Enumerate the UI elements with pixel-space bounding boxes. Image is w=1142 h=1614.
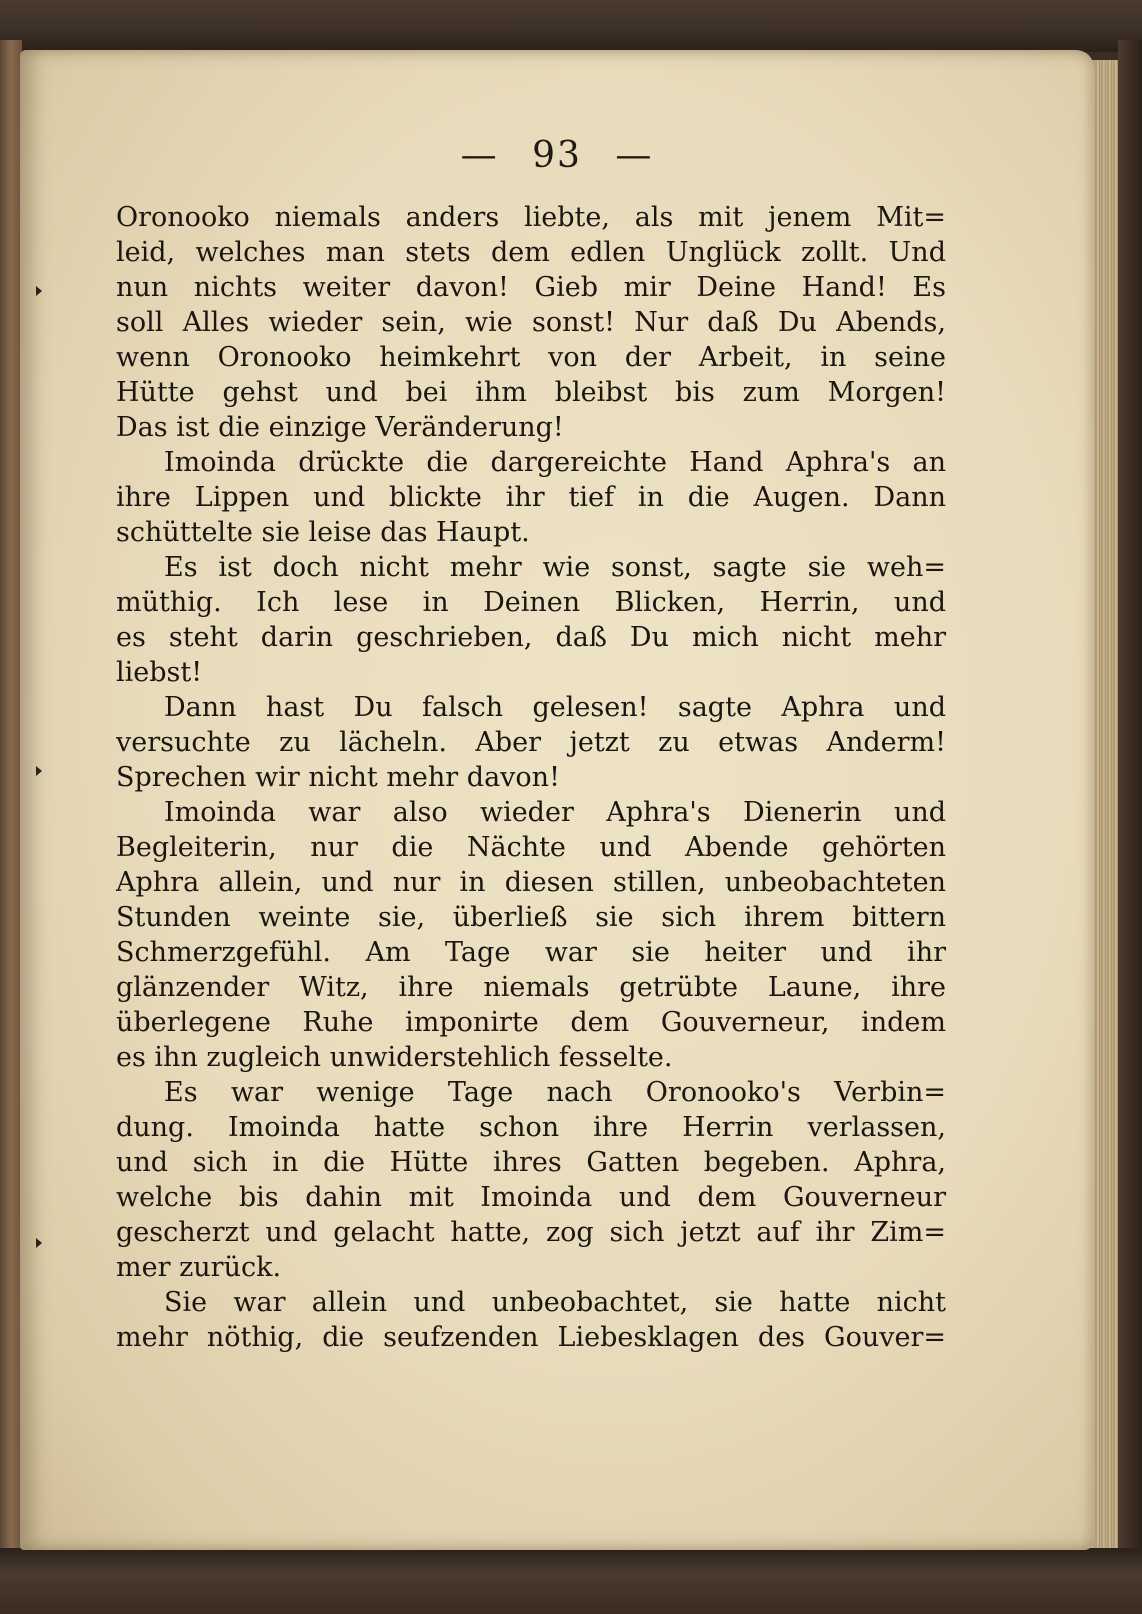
text-line: Stunden weinte sie, überließ sie sich ihrem bittern xyxy=(116,902,946,933)
text-line: es steht darin geschrieben, daß Du mich nicht mehr xyxy=(116,622,946,653)
text-line: liebst! xyxy=(116,657,203,688)
text-line: es ihn zugleich unwiderstehlich fesselte. xyxy=(116,1042,673,1073)
text-line: versuchte zu lächeln. Aber jetzt zu etwas Anderm! xyxy=(116,727,946,758)
text-line: müthig. Ich lese in Deinen Blicken, Herrin, und xyxy=(116,587,946,618)
text-line: schüttelte sie leise das Haupt. xyxy=(116,517,530,548)
text-line: Imoinda war also wieder Aphra's Dienerin und xyxy=(164,797,946,828)
book-edge-bottom xyxy=(0,1548,1142,1614)
text-line: Sprechen wir nicht mehr davon! xyxy=(116,762,560,793)
text-line: glänzender Witz, ihre niemals getrübte Laune, ihre xyxy=(116,972,946,1003)
text-line: mer zurück. xyxy=(116,1252,282,1283)
text-line: Schmerzgefühl. Am Tage war sie heiter und ihr xyxy=(116,937,946,968)
text-line: Aphra allein, und nur in diesen stillen, unbeobachteten xyxy=(116,867,946,898)
text-line: nun nichts weiter davon! Gieb mir Deine Hand! Es xyxy=(116,272,946,303)
text-line: Begleiterin, nur die Nächte und Abende gehörten xyxy=(116,832,946,863)
margin-mark xyxy=(36,286,42,296)
text-line: welche bis dahin mit Imoinda und dem Gouverneur xyxy=(116,1182,946,1213)
text-line: Hütte gehst und bei ihm bleibst bis zum Morgen! xyxy=(116,377,946,408)
page-header xyxy=(20,135,1094,176)
header-dash-left: — xyxy=(460,135,499,176)
header-dash-right: — xyxy=(615,135,654,176)
text-line: überlegene Ruhe imponirte dem Gouverneur, indem xyxy=(116,1007,946,1038)
text-line: Imoinda drückte die dargereichte Hand Aphra's an xyxy=(164,447,946,478)
margin-mark xyxy=(36,766,42,776)
margin-mark xyxy=(36,1238,42,1248)
text-line: mehr nöthig, die seufzenden Liebesklagen des Gouver= xyxy=(116,1322,946,1353)
text-line: Oronooko niemals anders liebte, als mit jenem Mit= xyxy=(116,202,946,233)
text-line: soll Alles wieder sein, wie sonst! Nur daß Du Abends, xyxy=(116,307,946,338)
page-number: 93 xyxy=(532,135,582,176)
book-spine xyxy=(0,40,22,1550)
text-line: und sich in die Hütte ihres Gatten begeben. Aphra, xyxy=(116,1147,946,1178)
text-line: Sie war allein und unbeobachtet, sie hatte nicht xyxy=(164,1287,946,1318)
book-edge-top xyxy=(0,0,1142,52)
text-line: dung. Imoinda hatte schon ihre Herrin verlassen, xyxy=(116,1112,946,1143)
page-paper xyxy=(20,50,1094,1550)
text-line: Es war wenige Tage nach Oronooko's Verbin= xyxy=(164,1077,946,1108)
text-line: wenn Oronooko heimkehrt von der Arbeit, in seine xyxy=(116,342,946,373)
text-line: Dann hast Du falsch gelesen! sagte Aphra und xyxy=(164,692,946,723)
book-cover-edge xyxy=(1118,40,1142,1560)
text-line: Es ist doch nicht mehr wie sonst, sagte sie weh= xyxy=(164,552,946,583)
text-line: Das ist die einzige Veränderung! xyxy=(116,412,564,443)
text-line: gescherzt und gelacht hatte, zog sich jetzt auf ihr Zim= xyxy=(116,1217,946,1248)
text-line: leid, welches man stets dem edlen Unglück zollt. Und xyxy=(116,237,946,268)
text-line: ihre Lippen und blickte ihr tief in die Augen. Dann xyxy=(116,482,946,513)
body-text xyxy=(116,200,946,1355)
